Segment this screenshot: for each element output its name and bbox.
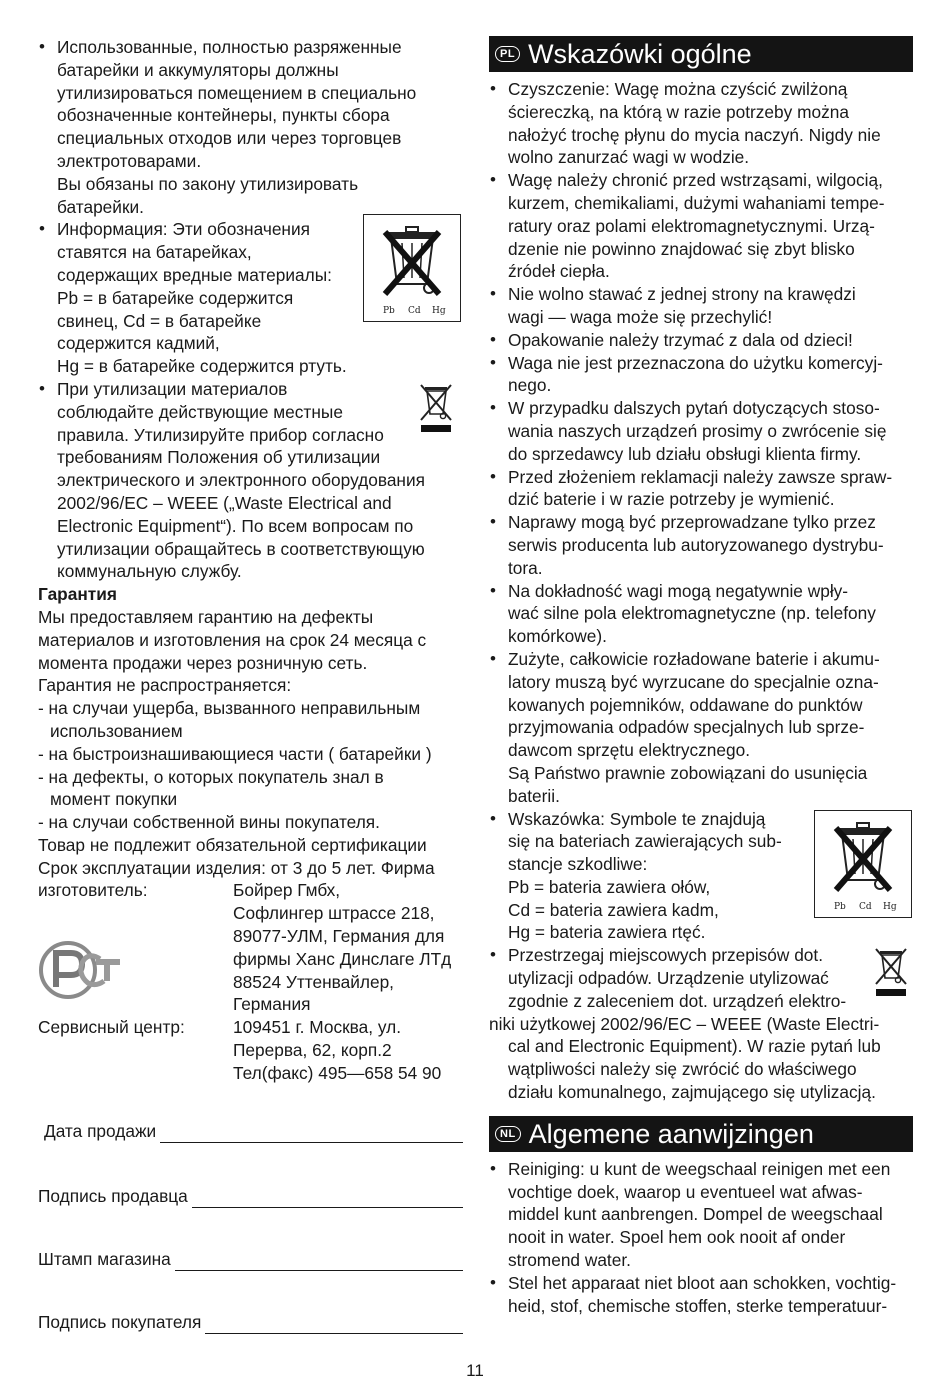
bin-label-pb: • Pb <box>834 901 846 912</box>
sale-date-field[interactable] <box>44 1120 463 1143</box>
line: батарейки и аккумуляторы должны <box>57 59 339 80</box>
bin-label-cd: Cd <box>859 901 872 912</box>
line: • Wagę należy chronić przed wstrząsami, wilgocią, <box>508 170 883 191</box>
right-column <box>489 36 913 1317</box>
line: содержится кадмий, <box>57 333 220 354</box>
line: wać silne pola elektromagnetyczne (np. telefony <box>508 603 876 624</box>
line: Гарантия не распространяется: <box>38 675 292 696</box>
buyer-signature-field[interactable] <box>38 1311 463 1334</box>
line: правила. Утилизируйте прибор согласно <box>57 424 384 445</box>
line: Вы обязаны по закону утилизировать <box>57 173 359 194</box>
line: Cd = bateria zawiera kadm, <box>508 899 719 920</box>
line: обозначенные контейнеры, пункты сбора <box>57 105 390 126</box>
list-item <box>489 283 913 329</box>
manufacturer-label: изготовитель: <box>38 880 148 901</box>
left-column <box>38 36 460 1085</box>
line: требованиям Положения об утилизации <box>57 447 381 468</box>
line: момента продажи через розничную сеть. <box>38 652 368 673</box>
service-label: Сервисный центр: <box>38 1017 185 1038</box>
line: • W przypadku dalszych pytań dotyczących stoso- <box>508 398 880 419</box>
line: утилизации обращайтесь в соответствующую <box>57 538 425 559</box>
list-item <box>38 218 460 378</box>
list-item <box>489 169 913 283</box>
line: • При утилизации материалов <box>57 378 288 399</box>
crossed-bin-icon <box>367 218 457 318</box>
line: • Czyszczenie: Wagę można czyścić zwilżoną <box>508 79 848 99</box>
line: Перерва, 62, корп.2 <box>233 1040 392 1061</box>
sale-date-label: Дата продажи <box>44 1121 157 1141</box>
line: специальных отходов или через торговцев <box>57 128 402 149</box>
nl-badge: NL <box>495 1126 521 1142</box>
line: niki użytkowej 2002/96/EC – WEEE (Waste Electri- <box>489 1013 880 1034</box>
line: wątpliwości należy się zwrócić do właściwego <box>508 1059 857 1080</box>
line: утилизироваться помещением в специально <box>57 82 417 103</box>
line: Hg = в батарейке содержится ртуть. <box>57 356 347 377</box>
line: wania naszych urządzeń prosimy o zwrócenie się <box>508 420 887 441</box>
page-number: 11 <box>466 1361 484 1380</box>
pl-section-header <box>489 36 913 72</box>
line: zgodnie z zaleceniem dot. urządzeń elektro- <box>508 990 847 1011</box>
bin-label-cd: Cd <box>408 306 421 317</box>
line: utylizacji odpadów. Urządzenie utylizować <box>508 968 829 989</box>
line: электротоварами. <box>57 150 202 171</box>
list-item <box>38 36 460 218</box>
list-item <box>489 580 913 648</box>
weee-icon <box>871 944 911 1004</box>
weee-icon <box>416 380 456 440</box>
seller-signature-line[interactable] <box>192 1187 463 1208</box>
weee-bin-icon <box>871 944 911 998</box>
line: - на случаи собственной вины покупателя. <box>38 812 380 833</box>
line: Германия <box>233 994 311 1015</box>
line: Hg = bateria zawiera rtęć. <box>508 922 706 943</box>
line: • Zużyte, całkowicie rozładowane baterie i akumu- <box>508 648 880 669</box>
list-item <box>38 378 460 583</box>
line: Срок эксплуатации изделия: от 3 до 5 лет. Фирма <box>38 857 435 878</box>
line: Electronic Equipment“). По всем вопросам по <box>57 515 414 536</box>
nl-section-title: Algemene aanwijzingen <box>528 1118 814 1149</box>
line: коммунальную службу. <box>57 561 242 582</box>
warranty-section <box>38 583 460 1085</box>
pl-section-title: Wskazówki ogólne <box>528 39 752 69</box>
line: Pb = bateria zawiera ołów, <box>508 876 711 897</box>
list-item <box>489 466 913 512</box>
service-row <box>38 1016 460 1084</box>
shop-stamp-line[interactable] <box>175 1250 463 1271</box>
line: электрического и электронного оборудования <box>57 470 425 491</box>
line: Pb = в батарейке содержится <box>57 287 294 308</box>
list-item <box>489 511 913 579</box>
crossed-bin-icon <box>818 814 908 914</box>
line: wolno zanurzać wagi w wodzie. <box>508 147 750 168</box>
sale-date-line[interactable] <box>160 1122 463 1143</box>
line: 88524 Уттенвайлер, <box>233 971 394 992</box>
line: nałożyć trochę płynu do mycia naczyń. Nigdy nie <box>508 124 881 145</box>
line: przyjmowania odpadów specjalnych lub sprze- <box>508 717 865 738</box>
line: Информация: Эти обозначения <box>57 219 310 240</box>
line: • Stel het apparaat niet bloot aan schokken, vochtig- <box>508 1272 897 1293</box>
nl-section-header <box>489 1116 913 1152</box>
line: 89077-УЛМ, Германия для <box>233 926 445 947</box>
bin-label-hg: Hg <box>883 901 897 912</box>
line: do sprzedawcy lub działu obsługi klienta firmy. <box>508 443 862 464</box>
line: działu komunalnego, zajmującego się utylizacją. <box>508 1082 876 1103</box>
line: ściereczką, na którą w razie potrzeby można <box>508 101 849 122</box>
line: Бойрер Гмбх, <box>233 880 341 901</box>
bin-label-pb: • Pb <box>383 306 395 317</box>
line: использованием <box>50 720 183 741</box>
line: • Opakowanie należy trzymać z dala od dzieci! <box>508 329 853 350</box>
seller-signature-label: Подпись продавца <box>38 1186 188 1206</box>
shop-stamp-label: Штамп магазина <box>38 1249 171 1269</box>
battery-bin-icon <box>814 810 912 918</box>
line: Są Państwo prawnie zobowiązani do usunięcia <box>508 762 868 783</box>
line: vochtige doek, waarop u eventueel wat afwas- <box>508 1181 863 1202</box>
line: 109451 г. Москва, ул. <box>233 1017 402 1038</box>
line: Wskazówka: Symbole te znajdują <box>508 808 766 829</box>
line: Товар не подлежит обязательной сертификации <box>38 834 427 855</box>
line: middel kunt aanbrengen. Dompel de weegschaal <box>508 1204 883 1225</box>
line: - на дефекты, о которых покупатель знал в <box>38 766 384 787</box>
line: stancje szkodliwe: <box>508 854 648 875</box>
list-item <box>489 1158 913 1272</box>
line: • Waga nie jest przeznaczona do użytku komercyj- <box>508 352 883 373</box>
line: kurzem, chemikaliami, dużymi wahaniami tempe- <box>508 192 885 213</box>
pl-badge: PL <box>495 46 520 62</box>
line: stromend water. <box>508 1250 631 1271</box>
list-item <box>489 78 913 169</box>
ru-disposal-list <box>38 36 460 583</box>
line: • Naprawy mogą być przeprowadzane tylko przez <box>508 512 876 533</box>
line: dzić baterie i w razie potrzeby je wymienić. <box>508 489 835 510</box>
line: kowanych pojemników, oddawane do punktów <box>508 694 863 715</box>
line: - на случаи ущерба, вызванного неправильным <box>38 698 421 719</box>
list-item <box>489 1272 913 1318</box>
line: latory muszą być wyrzucane do specjalnie ozna- <box>508 671 879 692</box>
nl-list <box>489 1158 913 1318</box>
line: • Przestrzegaj miejscowych przepisów dot. <box>508 945 824 966</box>
line: cal and Electronic Equipment). W razie pytań lub <box>508 1036 881 1057</box>
list-item <box>489 352 913 398</box>
line: Тел(факс) 495—658 54 90 <box>233 1062 442 1083</box>
service-address <box>233 1016 460 1084</box>
line: ставятся на батарейках, <box>57 242 252 263</box>
line: 2002/96/EC – WEEE („Waste Electrical and <box>57 492 392 513</box>
warranty-title: Гарантия <box>38 584 117 605</box>
line: heid, stof, chemische stoffen, sterke temperatuur- <box>508 1295 888 1316</box>
line: соблюдайте действующие местные <box>57 401 343 422</box>
line: dzenie nie powinno znajdować się zbyt blisko <box>508 238 855 259</box>
line: свинец, Cd = в батарейке <box>57 310 262 331</box>
shop-stamp-field[interactable] <box>38 1248 463 1271</box>
line: tora. <box>508 557 543 578</box>
line: dawcom sprzętu elektrycznego. <box>508 740 751 761</box>
line: батарейки. <box>57 196 144 217</box>
line: się na bateriach zawierających sub- <box>508 831 782 852</box>
buyer-signature-label: Подпись покупателя <box>38 1312 202 1332</box>
list-item <box>489 397 913 465</box>
line: wagi — waga może się przechylić! <box>508 306 773 327</box>
line: • Reiniging: u kunt de weegschaal reinigen met een <box>508 1158 891 1179</box>
manufacturer-address <box>233 879 460 1016</box>
certification-logo <box>38 937 124 1003</box>
line: komórkowe). <box>508 626 607 647</box>
line: фирмы Ханс Динслаге ЛТд <box>233 948 452 969</box>
line: момент покупки <box>50 789 178 810</box>
line: • Przed złożeniem reklamacji należy zawsze spraw- <box>508 466 893 487</box>
bin-label-hg: Hg <box>432 306 446 317</box>
line: Софлингер штрассе 218, <box>233 903 435 924</box>
list-item <box>489 808 913 945</box>
weee-bin-icon <box>416 380 456 434</box>
line: nego. <box>508 375 552 396</box>
buyer-signature-line[interactable] <box>205 1313 463 1334</box>
line: nooit in water. Spoel hem ook nooit af onder <box>508 1227 846 1248</box>
pl-list <box>489 78 913 1104</box>
line: • Na dokładność wagi mogą negatywnie wpły- <box>508 580 849 601</box>
seller-signature-field[interactable] <box>38 1185 463 1208</box>
line: źródeł ciepła. <box>508 261 610 282</box>
line: Мы предоставляем гарантию на дефекты <box>38 606 374 627</box>
line: • Nie wolno stawać z jednej strony na krawędzi <box>508 284 856 305</box>
line: serwis producenta lub autoryzowanego dystrybu- <box>508 534 884 555</box>
line: baterii. <box>508 785 560 806</box>
line: материалов и изготовления на срок 24 месяца с <box>38 629 427 650</box>
line: • Использованные, полностью разряженные <box>57 37 402 57</box>
line: содержащих вредные материалы: <box>57 264 332 285</box>
line: - на быстроизнашивающиеся части ( батарейки ) <box>38 743 432 764</box>
list-item <box>489 329 913 352</box>
list-item <box>489 648 913 808</box>
battery-bin-icon <box>363 214 461 322</box>
line: ratury oraz polami elektromagnetycznymi. Urzą- <box>508 215 875 236</box>
list-item <box>489 944 913 1104</box>
